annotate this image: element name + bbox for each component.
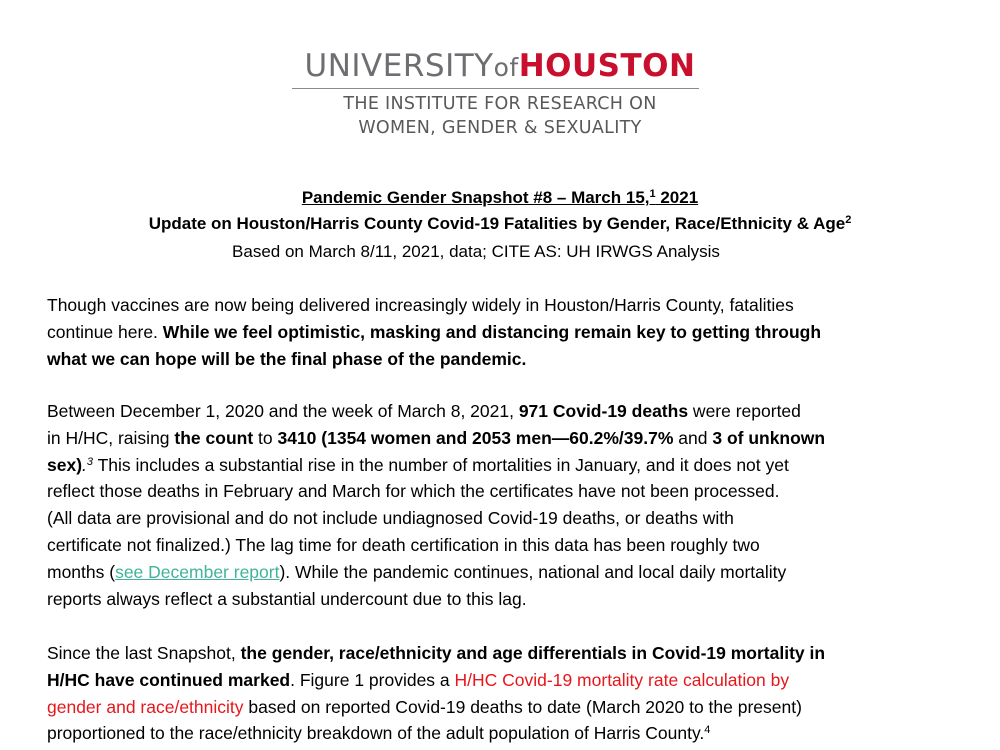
text-span: based on reported Covid-19 deaths to date (March 2020 to the present): [243, 696, 802, 717]
text-span: proportioned to the race/ethnicity breakdown of the adult population of Harris County.: [47, 723, 705, 744]
italic-text: .: [82, 454, 87, 475]
bold-text: 3410 (1354 women and 2053 men—60.2%/39.7%: [277, 427, 674, 448]
paragraph-deaths: [47, 398, 947, 612]
logo-divider: [292, 88, 699, 89]
text-span: This includes a substantial rise in the number of mortalities in January, and it does not yet: [93, 454, 789, 475]
text-span: in H/HC, raising: [47, 427, 175, 448]
december-report-link[interactable]: see December report: [115, 561, 280, 582]
document-title: [0, 186, 1000, 210]
footnote-ref-4[interactable]: 4: [704, 724, 711, 737]
text-line: reports always reflect a substantial undercount due to this lag.: [47, 588, 527, 609]
university-logo: [0, 44, 1000, 90]
text-span: Since the last Snapshot,: [47, 643, 241, 663]
bold-text: what we can hope will be the final phase of the pandemic.: [47, 348, 527, 369]
highlighted-text: gender and race/ethnicity: [47, 696, 244, 717]
text-span: ). While the pandemic continues, national and local daily mortality: [279, 561, 787, 582]
footnote-ref-3[interactable]: 3: [86, 455, 94, 468]
text-line: [47, 559, 947, 586]
text-line: [47, 319, 947, 346]
document-subtitle: [0, 212, 1000, 236]
logo-university: UNIVERSITY: [304, 48, 494, 84]
highlighted-text: H/HC Covid-19 mortality rate calculation by: [454, 669, 790, 690]
text-span: to: [253, 427, 278, 448]
institute-name-line1: THE INSTITUTE FOR RESEARCH ON: [343, 94, 657, 114]
text-line: Though vaccines are now being delivered increasingly widely in Houston/Harris County, fatalities: [47, 295, 794, 315]
text-line: (All data are provisional and do not include undiagnosed Covid-19 deaths, or deaths with: [47, 508, 734, 529]
bold-text: 3 of unknown: [712, 427, 826, 448]
logo-houston: HOUSTON: [518, 48, 696, 84]
bold-text: 971 Covid-19 deaths: [518, 401, 689, 421]
footnote-ref-1[interactable]: 1: [649, 188, 656, 200]
text-span: . Figure 1 provides a: [290, 669, 455, 690]
title-year: 2021: [655, 188, 699, 207]
citation-line: Based on March 8/11, 2021, data; CITE AS: UH IRWGS Analysis: [232, 242, 720, 261]
text-line: [47, 346, 947, 373]
text-span: Between December 1, 2020 and the week of March 8, 2021,: [47, 401, 519, 421]
text-line: certificate not finalized.) The lag time for death certification in this data has been roughly two: [47, 534, 760, 555]
paragraph-differentials: [47, 640, 947, 747]
text-span: continue here.: [47, 321, 163, 342]
paragraph-intro: [47, 292, 947, 372]
text-line: [47, 425, 947, 452]
bold-text: While we feel optimistic, masking and distancing remain key to getting through: [162, 321, 822, 342]
footnote-ref-2[interactable]: 2: [845, 214, 852, 226]
text-span: months (: [47, 561, 116, 582]
text-line: [47, 667, 947, 694]
text-line: [47, 694, 947, 721]
text-span: were reported: [688, 401, 801, 421]
bold-text: the gender, race/ethnicity and age differentials in Covid-19 mortality in: [240, 643, 826, 663]
bold-text: the count: [174, 427, 254, 448]
text-line: [47, 452, 947, 479]
logo-of: of: [493, 53, 519, 82]
subtitle-text: Update on Houston/Harris County Covid-19 Fatalities by Gender, Race/Ethnicity & Age: [148, 214, 846, 233]
bold-text: H/HC have continued marked: [47, 669, 291, 690]
text-line: [47, 398, 947, 425]
text-line: [47, 720, 947, 747]
text-span: and: [673, 427, 713, 448]
text-line: reflect those deaths in February and March for which the certificates have not been processed.: [47, 481, 780, 502]
title-text: Pandemic Gender Snapshot #8 – March 15,: [301, 188, 650, 207]
institute-name-line2: WOMEN, GENDER & SEXUALITY: [358, 118, 642, 138]
bold-text: sex): [47, 454, 83, 475]
text-line: [47, 640, 947, 667]
